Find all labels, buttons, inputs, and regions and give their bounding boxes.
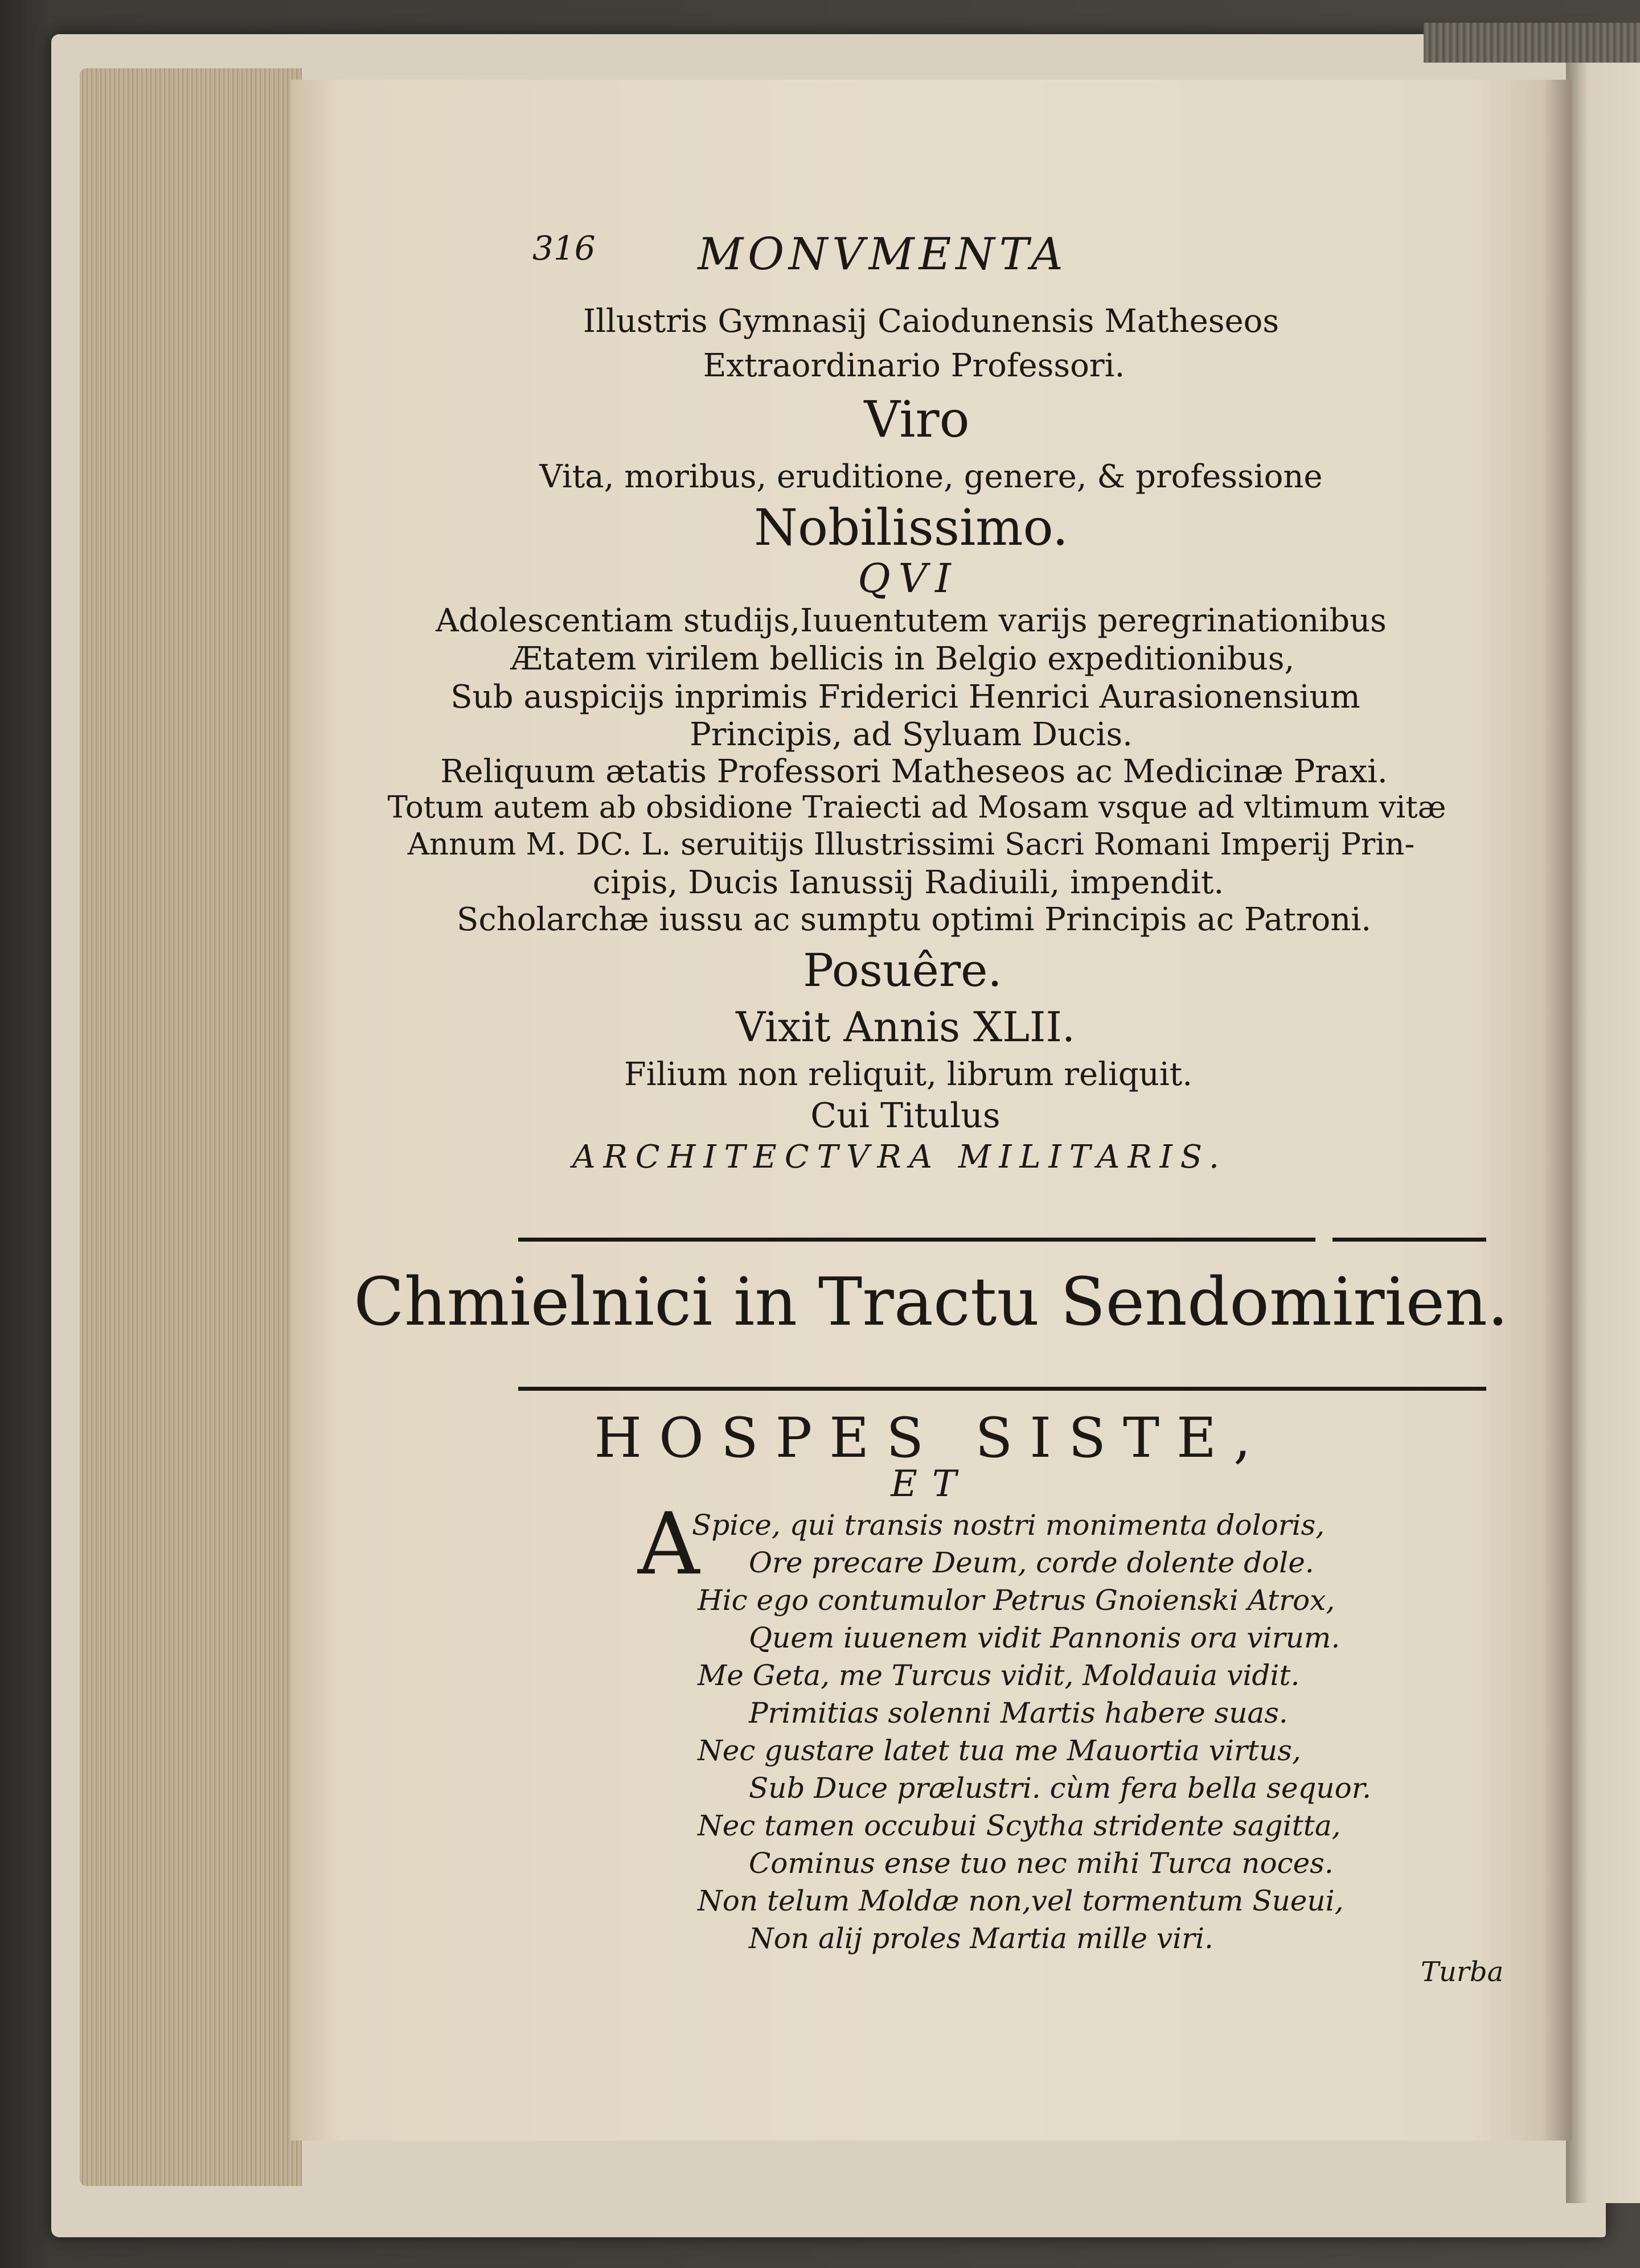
rule-top-right <box>1332 1238 1486 1242</box>
rule-top <box>518 1238 1315 1242</box>
verse-line: Primitias solenni Martis habere suas. <box>749 1696 1288 1729</box>
heading-hospes: HOSPES SISTE, <box>594 1406 1268 1470</box>
epitaph-line: Totum autem ab obsidione Traiecti ad Mosam vsque ad vltimum vitæ <box>387 790 1446 825</box>
section-title: Chmielnici in Tractu Sendomirien. <box>354 1264 1508 1341</box>
running-title: MONVMENTA <box>698 229 1068 280</box>
verse-line: Hic ego contumulor Petrus Gnoienski Atrox, <box>698 1584 1335 1617</box>
epitaph-line: Annum M. DC. L. seruitijs Illustrissimi Sacri Romani Imperij Prin- <box>407 827 1415 862</box>
verse-line: Nec tamen occubui Scytha stridente sagitta, <box>698 1809 1341 1842</box>
epitaph-line: Ætatem virilem bellicis in Belgio expeditionibus, <box>510 640 1295 677</box>
epitaph-line: Principis, ad Syluam Ducis. <box>690 716 1133 753</box>
epitaph-heading-posuere: Posuêre. <box>803 944 1002 997</box>
verse-line: Me Geta, me Turcus vidit, Moldauia vidit. <box>698 1659 1300 1692</box>
verse-line: Non alij proles Martia mille viri. <box>749 1922 1213 1955</box>
verse-line: Nec gustare latet tua me Mauortia virtus, <box>698 1734 1301 1767</box>
epitaph-line: Sub auspicijs inprimis Friderici Henrici Aurasionensium <box>450 679 1360 716</box>
verse-line: Ore precare Deum, corde dolente dole. <box>749 1546 1314 1579</box>
epitaph-line: Vita, moribus, eruditione, genere, & professione <box>539 458 1323 495</box>
verse-line: Sub Duce prælustri. cùm fera bella sequor. <box>749 1772 1372 1805</box>
rule-bottom <box>518 1387 1486 1391</box>
facing-page <box>1566 63 1640 2203</box>
gutter-shadow <box>1543 80 1572 2140</box>
verse-line: Spice, qui transis nostri monimenta doloris, <box>692 1509 1325 1542</box>
verse-line: Quem iuuenem vidit Pannonis ora virum. <box>749 1621 1340 1654</box>
epitaph-line: Scholarchæ iussu ac sumptu optimi Principis ac Patroni. <box>456 901 1372 938</box>
book-page <box>290 80 1572 2140</box>
epitaph-heading-qui: QVI <box>858 555 959 602</box>
epitaph-vixit: Vixit Annis XLII. <box>736 1003 1075 1051</box>
epitaph-line: Cui Titulus <box>810 1096 1001 1136</box>
catchword: Turba <box>1421 1956 1504 1988</box>
headband <box>1424 23 1640 63</box>
drop-cap: A <box>638 1495 700 1594</box>
epitaph-line: Filium non reliquit, librum reliquit. <box>624 1056 1193 1093</box>
epitaph-line: Extraordinario Professori. <box>703 347 1125 384</box>
verse-line: Cominus ense tuo nec mihi Turca noces. <box>749 1847 1334 1880</box>
epitaph-heading-nobilissimo: Nobilissimo. <box>753 498 1069 557</box>
epitaph-book-title: ARCHITECTVRA MILITARIS. <box>572 1139 1227 1176</box>
epitaph-line: cipis, Ducis Ianussij Radiuili, impendit. <box>592 864 1224 901</box>
epitaph-line: Adolescentiam studijs,Iuuentutem varijs peregrinationibus <box>436 602 1387 639</box>
page-number: 316 <box>532 229 596 268</box>
epitaph-line: Reliquum ætatis Professori Matheseos ac Medicinæ Praxi. <box>440 753 1388 790</box>
verse-line: Non telum Moldæ non,vel tormentum Sueui, <box>698 1884 1344 1917</box>
epitaph-heading-viro: Viro <box>864 390 970 449</box>
epitaph-line: Illustris Gymnasij Caiodunensis Matheseos <box>583 303 1280 340</box>
subheading-et: ET <box>891 1463 971 1505</box>
